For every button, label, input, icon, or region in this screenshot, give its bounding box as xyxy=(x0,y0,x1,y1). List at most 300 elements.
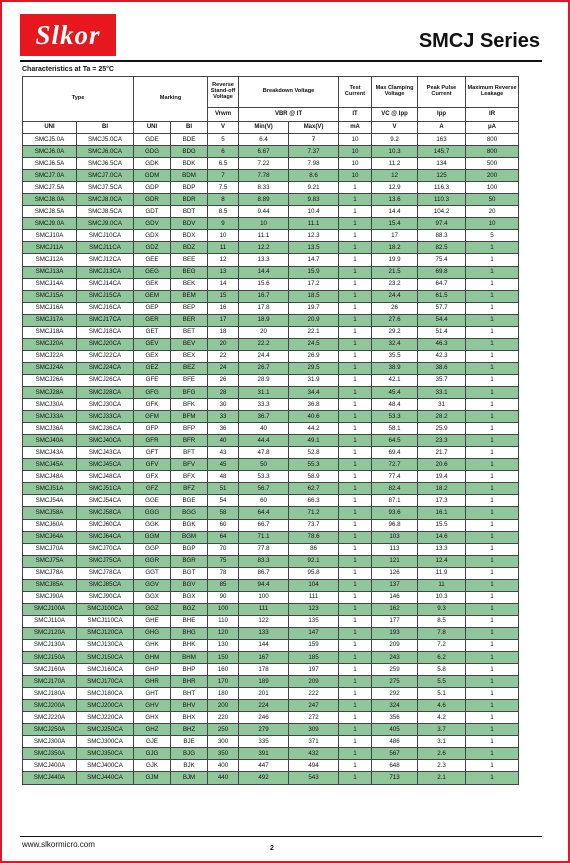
table-cell: GFZ xyxy=(134,483,171,495)
table-cell: 71.2 xyxy=(289,507,339,519)
table-cell: 1 xyxy=(339,218,372,230)
table-cell: 1 xyxy=(466,652,519,664)
table-cell: 1 xyxy=(466,423,519,435)
table-cell: 111 xyxy=(239,603,289,615)
table-cell: 12.3 xyxy=(289,230,339,242)
table-row xyxy=(23,302,519,314)
table-cell: BGP xyxy=(171,543,208,555)
table-cell: 120 xyxy=(208,627,239,639)
table-cell: 500 xyxy=(466,158,519,170)
table-cell: 86 xyxy=(289,543,339,555)
table-row xyxy=(23,591,519,603)
brand-logo: Slkor xyxy=(20,14,116,56)
table-cell: 66.7 xyxy=(239,519,289,531)
table-cell: 250 xyxy=(208,724,239,736)
table-cell: 16.1 xyxy=(418,507,466,519)
table-cell: 22.1 xyxy=(289,326,339,338)
table-cell: 2.6 xyxy=(418,748,466,760)
table-cell: 1 xyxy=(466,362,519,374)
table-cell: 34.4 xyxy=(289,386,339,398)
table-cell: 309 xyxy=(289,724,339,736)
table-cell: BEE xyxy=(171,254,208,266)
table-cell: 1 xyxy=(339,411,372,423)
header-marking: Marking xyxy=(134,77,208,122)
table-cell: 159 xyxy=(289,639,339,651)
table-cell: 1 xyxy=(466,350,519,362)
table-row xyxy=(23,242,519,254)
table-cell: 24.5 xyxy=(289,338,339,350)
table-cell: GEM xyxy=(134,290,171,302)
table-cell: SMCJ90CA xyxy=(77,591,134,603)
table-cell: 40.6 xyxy=(289,411,339,423)
table-cell: 1 xyxy=(466,507,519,519)
table-cell: 486 xyxy=(372,736,418,748)
table-cell: 17.3 xyxy=(418,495,466,507)
table-cell: 14 xyxy=(208,278,239,290)
table-cell: 1 xyxy=(466,290,519,302)
table-row xyxy=(23,555,519,567)
table-cell: SMCJ11CA xyxy=(77,242,134,254)
table-cell: SMCJ75CA xyxy=(77,555,134,567)
table-cell: 64.5 xyxy=(372,435,418,447)
table-cell: SMCJ17A xyxy=(23,314,77,326)
table-cell: 38.6 xyxy=(418,362,466,374)
table-cell: 11 xyxy=(418,579,466,591)
table-cell: GFP xyxy=(134,423,171,435)
table-cell: 272 xyxy=(289,712,339,724)
table-row xyxy=(23,712,519,724)
table-cell: 1 xyxy=(466,688,519,700)
symbol-it: IT xyxy=(339,108,372,122)
table-cell: 8.5 xyxy=(418,615,466,627)
table-cell: 1 xyxy=(466,459,519,471)
table-cell: 29.2 xyxy=(372,326,418,338)
table-row xyxy=(23,290,519,302)
unit-volts-clamp: V xyxy=(372,122,418,134)
table-row xyxy=(23,627,519,639)
table-cell: BDR xyxy=(171,194,208,206)
table-cell: 1 xyxy=(339,242,372,254)
table-cell: 1 xyxy=(339,531,372,543)
table-cell: BGE xyxy=(171,495,208,507)
table-cell: 15 xyxy=(208,290,239,302)
table-cell: 55.3 xyxy=(289,459,339,471)
table-row xyxy=(23,134,519,146)
table-cell: 49.1 xyxy=(289,435,339,447)
table-cell: 492 xyxy=(239,772,289,784)
table-cell: 19.9 xyxy=(372,254,418,266)
table-cell: GDV xyxy=(134,218,171,230)
table-cell: 1 xyxy=(339,748,372,760)
table-cell: 1 xyxy=(339,326,372,338)
table-row xyxy=(23,362,519,374)
table-row xyxy=(23,386,519,398)
table-cell: GFV xyxy=(134,459,171,471)
table-cell: 1 xyxy=(339,507,372,519)
table-cell: 35.5 xyxy=(372,350,418,362)
table-cell: 800 xyxy=(466,146,519,158)
table-cell: SMCJ440CA xyxy=(77,772,134,784)
table-cell: 47.8 xyxy=(239,447,289,459)
table-cell: BHZ xyxy=(171,724,208,736)
table-cell: 3.1 xyxy=(418,736,466,748)
table-cell: 1 xyxy=(466,386,519,398)
table-cell: 133 xyxy=(239,627,289,639)
table-cell: 13.5 xyxy=(289,242,339,254)
table-cell: 1 xyxy=(466,772,519,784)
table-cell: 51 xyxy=(208,483,239,495)
table-cell: 7.22 xyxy=(239,158,289,170)
table-cell: 14.6 xyxy=(418,531,466,543)
table-cell: GDP xyxy=(134,182,171,194)
table-cell: SMCJ90A xyxy=(23,591,77,603)
table-cell: 15.4 xyxy=(372,218,418,230)
table-cell: 1 xyxy=(339,555,372,567)
table-cell: 18.5 xyxy=(289,290,339,302)
table-cell: 17.2 xyxy=(289,278,339,290)
table-row xyxy=(23,146,519,158)
table-cell: 26 xyxy=(372,302,418,314)
table-cell: 110.3 xyxy=(418,194,466,206)
table-cell: 246 xyxy=(239,712,289,724)
table-cell: 1 xyxy=(339,182,372,194)
table-cell: 51.4 xyxy=(418,326,466,338)
table-cell: BEK xyxy=(171,278,208,290)
table-cell: GJE xyxy=(134,736,171,748)
table-cell: 1 xyxy=(466,278,519,290)
table-cell: 1 xyxy=(339,447,372,459)
table-cell: 10 xyxy=(339,146,372,158)
page-title: SMCJ Series xyxy=(418,30,540,52)
table-cell: 10.3 xyxy=(418,591,466,603)
table-cell: 1 xyxy=(339,724,372,736)
table-cell: SMCJ220A xyxy=(23,712,77,724)
table-cell: BHM xyxy=(171,652,208,664)
table-cell: 16 xyxy=(208,302,239,314)
table-cell: 38.9 xyxy=(372,362,418,374)
header-breakdown: Breakdown Voltage xyxy=(239,77,339,108)
table-cell: 134 xyxy=(418,158,466,170)
table-row xyxy=(23,603,519,615)
table-cell: 60 xyxy=(239,495,289,507)
table-cell: GHP xyxy=(134,664,171,676)
unit-marking-uni: UNI xyxy=(134,122,171,134)
table-cell: 1 xyxy=(466,338,519,350)
table-cell: 800 xyxy=(466,134,519,146)
table-cell: 122 xyxy=(239,615,289,627)
table-cell: GET xyxy=(134,326,171,338)
table-cell: SMCJ120CA xyxy=(77,627,134,639)
table-row xyxy=(23,700,519,712)
table-cell: 11.1 xyxy=(239,230,289,242)
table-cell: 1 xyxy=(339,423,372,435)
table-cell: 178 xyxy=(239,664,289,676)
table-cell: 5 xyxy=(208,134,239,146)
table-cell: 4.6 xyxy=(418,700,466,712)
table-cell: 1 xyxy=(466,483,519,495)
table-cell: BDT xyxy=(171,206,208,218)
symbol-ir: IR xyxy=(466,108,519,122)
table-cell: 1 xyxy=(466,760,519,772)
table-cell: SMCJ130CA xyxy=(77,639,134,651)
table-cell: SMCJ15A xyxy=(23,290,77,302)
table-cell: SMCJ51A xyxy=(23,483,77,495)
table-cell: 27.6 xyxy=(372,314,418,326)
table-cell: 78.6 xyxy=(289,531,339,543)
table-cell: 1 xyxy=(466,399,519,411)
table-cell: SMCJ300A xyxy=(23,736,77,748)
table-row xyxy=(23,495,519,507)
table-row xyxy=(23,459,519,471)
table-cell: 193 xyxy=(372,627,418,639)
table-cell: 7.5 xyxy=(208,182,239,194)
table-cell: 69.8 xyxy=(418,266,466,278)
table-cell: GFX xyxy=(134,471,171,483)
table-cell: GGR xyxy=(134,555,171,567)
table-cell: 28 xyxy=(208,386,239,398)
table-cell: BFM xyxy=(171,411,208,423)
table-cell: 1 xyxy=(466,266,519,278)
table-cell: 6.67 xyxy=(239,146,289,158)
table-cell: 100 xyxy=(208,603,239,615)
table-cell: SMCJ150A xyxy=(23,652,77,664)
table-cell: 7 xyxy=(208,170,239,182)
table-row xyxy=(23,218,519,230)
table-cell: SMCJ400A xyxy=(23,760,77,772)
table-cell: 1 xyxy=(339,772,372,784)
table-cell: 6.4 xyxy=(239,134,289,146)
table-cell: 1 xyxy=(339,266,372,278)
table-cell: BGV xyxy=(171,579,208,591)
table-cell: SMCJ58CA xyxy=(77,507,134,519)
table-cell: 1 xyxy=(466,435,519,447)
table-cell: BFK xyxy=(171,399,208,411)
table-cell: 23.3 xyxy=(418,435,466,447)
table-cell: 32.4 xyxy=(372,338,418,350)
table-cell: BDZ xyxy=(171,242,208,254)
table-cell: 16.7 xyxy=(239,290,289,302)
table-cell: 6.2 xyxy=(418,652,466,664)
table-cell: 53.3 xyxy=(239,471,289,483)
table-cell: 28.2 xyxy=(418,411,466,423)
unit-uni: UNI xyxy=(23,122,77,134)
table-cell: SMCJ20A xyxy=(23,338,77,350)
table-cell: SMCJ16CA xyxy=(77,302,134,314)
table-cell: SMCJ75A xyxy=(23,555,77,567)
table-cell: 1 xyxy=(466,471,519,483)
table-cell: SMCJ78A xyxy=(23,567,77,579)
table-cell: 1 xyxy=(466,519,519,531)
table-cell: BGG xyxy=(171,507,208,519)
table-row xyxy=(23,447,519,459)
table-cell: BJE xyxy=(171,736,208,748)
table-cell: SMCJ85CA xyxy=(77,579,134,591)
table-cell: SMCJ220CA xyxy=(77,712,134,724)
table-cell: SMCJ60A xyxy=(23,519,77,531)
table-cell: SMCJ26A xyxy=(23,374,77,386)
table-cell: 14.4 xyxy=(372,206,418,218)
table-cell: GDT xyxy=(134,206,171,218)
unit-amps: A xyxy=(418,122,466,134)
table-cell: SMCJ64A xyxy=(23,531,77,543)
table-cell: 26.7 xyxy=(239,362,289,374)
table-cell: 1 xyxy=(339,278,372,290)
table-row xyxy=(23,326,519,338)
table-cell: 53.3 xyxy=(372,411,418,423)
table-cell: GDK xyxy=(134,158,171,170)
table-cell: BEZ xyxy=(171,362,208,374)
table-row xyxy=(23,748,519,760)
table-cell: 356 xyxy=(372,712,418,724)
table-cell: 1 xyxy=(339,230,372,242)
table-cell: 20.9 xyxy=(289,314,339,326)
table-row xyxy=(23,724,519,736)
table-row xyxy=(23,471,519,483)
table-cell: 20 xyxy=(466,206,519,218)
table-cell: 130 xyxy=(208,639,239,651)
table-cell: 160 xyxy=(208,664,239,676)
table-cell: 10 xyxy=(339,158,372,170)
table-cell: 26 xyxy=(208,374,239,386)
table-cell: 1 xyxy=(466,627,519,639)
table-cell: 69.4 xyxy=(372,447,418,459)
table-cell: 116.3 xyxy=(418,182,466,194)
table-cell: SMCJ130A xyxy=(23,639,77,651)
table-cell: 10 xyxy=(466,218,519,230)
table-cell: 24.4 xyxy=(372,290,418,302)
table-cell: 10 xyxy=(339,134,372,146)
table-cell: 12 xyxy=(372,170,418,182)
table-cell: 40 xyxy=(208,435,239,447)
table-cell: SMCJ20CA xyxy=(77,338,134,350)
table-cell: 1 xyxy=(466,531,519,543)
table-cell: 201 xyxy=(239,688,289,700)
table-cell: 42.3 xyxy=(418,350,466,362)
table-cell: 45.4 xyxy=(372,386,418,398)
table-cell: 543 xyxy=(289,772,339,784)
table-cell: GHM xyxy=(134,652,171,664)
table-cell: 1 xyxy=(466,543,519,555)
table-row xyxy=(23,314,519,326)
table-cell: SMCJ110CA xyxy=(77,615,134,627)
table-cell: 24.4 xyxy=(239,350,289,362)
table-cell: 9.2 xyxy=(372,134,418,146)
table-cell: 8.5 xyxy=(208,206,239,218)
table-cell: SMCJ36CA xyxy=(77,423,134,435)
table-cell: 1 xyxy=(466,676,519,688)
table-cell: 1 xyxy=(339,362,372,374)
table-row xyxy=(23,170,519,182)
table-row xyxy=(23,615,519,627)
table-cell: SMCJ6.0A xyxy=(23,146,77,158)
table-cell: 1 xyxy=(339,567,372,579)
table-cell: 220 xyxy=(208,712,239,724)
table-cell: 1 xyxy=(339,302,372,314)
table-cell: BFE xyxy=(171,374,208,386)
table-cell: SMCJ40CA xyxy=(77,435,134,447)
table-cell: 1 xyxy=(466,579,519,591)
table-cell: SMCJ8.0A xyxy=(23,194,77,206)
table-cell: SMCJ40A xyxy=(23,435,77,447)
table-cell: 1 xyxy=(339,627,372,639)
table-cell: 48 xyxy=(208,471,239,483)
table-cell: 648 xyxy=(372,760,418,772)
table-cell: SMCJ7.5A xyxy=(23,182,77,194)
table-cell: 126 xyxy=(372,567,418,579)
table-cell: 447 xyxy=(239,760,289,772)
table-row xyxy=(23,254,519,266)
unit-min: Min(V) xyxy=(239,122,289,134)
table-cell: GGK xyxy=(134,519,171,531)
table-cell: SMCJ13CA xyxy=(77,266,134,278)
table-cell: 113 xyxy=(372,543,418,555)
table-cell: BGR xyxy=(171,555,208,567)
table-cell: GEP xyxy=(134,302,171,314)
table-cell: SMCJ45A xyxy=(23,459,77,471)
table-row xyxy=(23,350,519,362)
table-cell: 88.3 xyxy=(418,230,466,242)
table-cell: 13.3 xyxy=(418,543,466,555)
table-cell: SMCJ51CA xyxy=(77,483,134,495)
table-cell: 18.2 xyxy=(372,242,418,254)
table-cell: 75.4 xyxy=(418,254,466,266)
table-row xyxy=(23,374,519,386)
table-cell: 440 xyxy=(208,772,239,784)
table-cell: 8.6 xyxy=(289,170,339,182)
table-cell: 7.37 xyxy=(289,146,339,158)
table-cell: 22.2 xyxy=(239,338,289,350)
table-cell: SMCJ30CA xyxy=(77,399,134,411)
table-cell: 8 xyxy=(208,194,239,206)
table-cell: SMCJ5.0CA xyxy=(77,134,134,146)
table-cell: 324 xyxy=(372,700,418,712)
table-cell: 147 xyxy=(289,627,339,639)
table-cell: 12 xyxy=(208,254,239,266)
table-row xyxy=(23,652,519,664)
table-cell: BJM xyxy=(171,772,208,784)
table-cell: 7.8 xyxy=(418,627,466,639)
table-cell: 224 xyxy=(239,700,289,712)
table-cell: 1 xyxy=(339,603,372,615)
table-row xyxy=(23,507,519,519)
table-cell: 64 xyxy=(208,531,239,543)
table-cell: 1 xyxy=(466,374,519,386)
table-cell: SMCJ18A xyxy=(23,326,77,338)
table-cell: 12.2 xyxy=(239,242,289,254)
header-test-current: Test Current xyxy=(339,77,372,108)
table-cell: 24 xyxy=(208,362,239,374)
table-cell: 18 xyxy=(208,326,239,338)
table-cell: BHR xyxy=(171,676,208,688)
table-cell: 8.33 xyxy=(239,182,289,194)
table-cell: SMCJ7.5CA xyxy=(77,182,134,194)
table-cell: BDE xyxy=(171,134,208,146)
table-cell: BFV xyxy=(171,459,208,471)
table-cell: 2.3 xyxy=(418,760,466,772)
table-cell: GGP xyxy=(134,543,171,555)
unit-microamps: μA xyxy=(466,122,519,134)
table-cell: BGT xyxy=(171,567,208,579)
table-cell: 275 xyxy=(372,676,418,688)
table-cell: 14.4 xyxy=(239,266,289,278)
table-row xyxy=(23,760,519,772)
table-cell: SMCJ8.5CA xyxy=(77,206,134,218)
table-cell: 103 xyxy=(372,531,418,543)
table-cell: SMCJ22CA xyxy=(77,350,134,362)
table-cell: 48.4 xyxy=(372,399,418,411)
table-cell: SMCJ350A xyxy=(23,748,77,760)
table-cell: SMCJ54CA xyxy=(77,495,134,507)
